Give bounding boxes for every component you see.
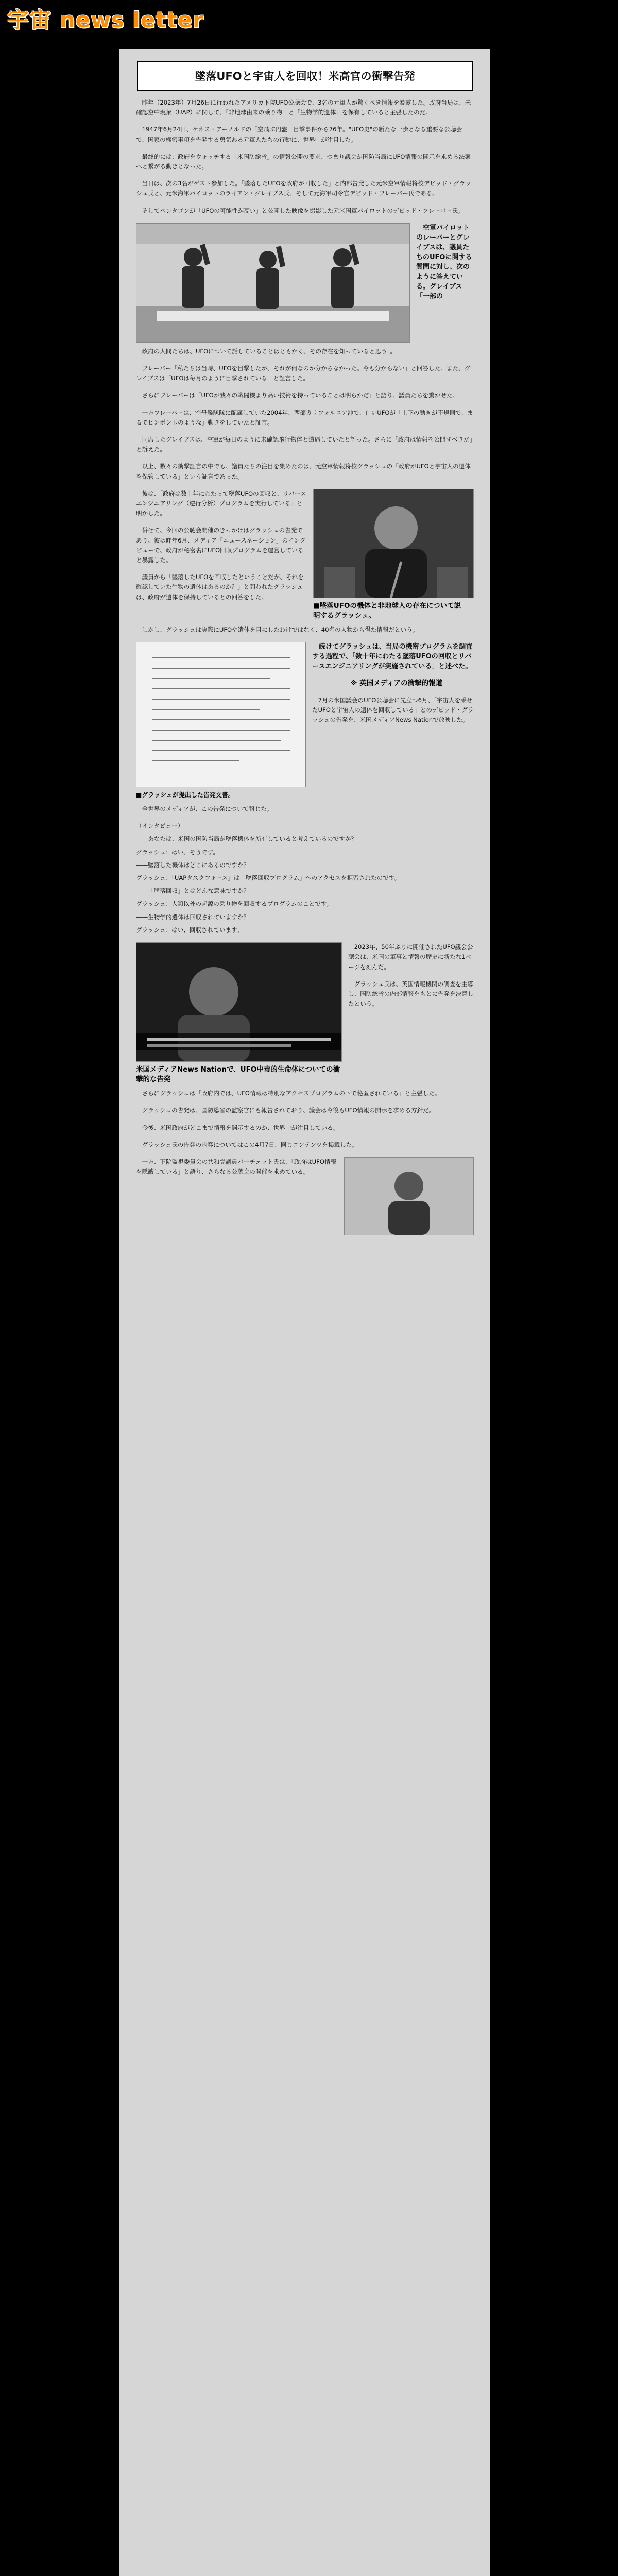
newsnation-figure	[136, 942, 342, 1084]
paragraph: 1947年6月24日、ケネス・アーノルドの「空飛ぶ円盤」目撃事件から76年。"UFO史"の新たな一歩となる重要な公聴会で、国家の機密事項を告発する勇気ある元軍人たちの行動に、世界中が注目した。	[136, 126, 462, 143]
paragraph: 最終的には、政府をウォッチする「米国防総省」の情報公開の要求、つまり議会が国防当局にUFO情報の開示を求める法案へと繋がる動きとなった。	[136, 152, 471, 171]
figure-caption: ■グラッシュが提出した告発文書。	[136, 791, 234, 799]
paragraph: 7月の米国議会のUFO公聴会に先立つ6月、「宇宙人を乗せたUFOと宇宙人の遺体を回収している」とのデビッド・グラッシュの告発を、米国メディアNews Nationで放映した。	[312, 697, 474, 724]
document-figure	[136, 642, 306, 800]
interview-line: ——生物学的遺体は回収されていますか？	[136, 913, 250, 921]
interview-line: ——墜落した機体はどこにあるのですか？	[136, 861, 250, 869]
witnesses-oath-image	[136, 224, 409, 342]
paragraph: 2023年、50年ぶりに開催されたUFO議会公聴会は、米国の軍事と情報の歴史に新たな1ページを刻んだ。	[348, 943, 473, 971]
paragraph: 議員から「墜落したUFOを回収したということだが、それを確認していた生物の遺体はあるのか？」と問われたグラッシュは、政府が遺体を保持しているとの回答をした。	[136, 573, 304, 601]
article-page	[119, 49, 490, 2576]
figure-caption: 米国メディアNews Nationで、UFO中毒的生命体についての衝撃的な告発	[136, 1065, 340, 1084]
interview-heading: （インタビュー）	[136, 822, 184, 830]
interview-line: ——「墜落回収」とはどんな意味ですか？	[136, 887, 250, 895]
paragraph: 今後、米国政府がどこまで情報を開示するのか、世界中が注目している。	[142, 1124, 339, 1131]
grusch-section	[136, 489, 474, 625]
paragraph: 同席したグレイブスは、空軍が毎日のように未確認飛行物体と遭遇していたと語った。さらに「政府は情報を公開すべきだ」と訴えた。	[136, 436, 473, 453]
paragraph: グラッシュ氏は、英国情報機関の調査を主導し、国防総省の内部情報をもとに告発を決意したという。	[348, 980, 474, 1008]
closing-photo	[344, 1157, 474, 1235]
article-body	[119, 98, 490, 1240]
paragraph: 政府の人間たちは、UFOについて話していることはともかく、その存在を知っていると思う」。	[142, 347, 396, 355]
interview-line: グラッシュ：はい、回収されています。	[136, 926, 243, 934]
interview-line: グラッシュ：はい、そうです。	[136, 848, 219, 856]
paragraph: グラッシュの告発は、国防総省の監察官にも報告されており、議会は今後もUFO情報の開示を求める方針だ。	[142, 1107, 435, 1114]
paragraph: 以上、数々の衝撃証言の中でも、議員たちの注目を集めたのは、元空軍情報将校グラッシュの「政府がUFOと宇宙人の遺体を保管している」という証言であった。	[136, 463, 471, 480]
paragraph: しかし、グラッシュは実際にUFOや遺体を目にしたわけではなく、40名の人物から得た情報だという。	[142, 625, 419, 633]
paragraph: 彼は、「政府は数十年にわたって墜落UFOの回収と、リバースエンジニアリング（逆行分析）プログラムを実行している」と明かした。	[136, 489, 306, 517]
paragraph: 一方、下院監視委員会の共和党議員バーチェット氏は、「政府はUFO情報を隠蔽している」と語り、さらなる公聴会の開催を求めている。	[136, 1158, 337, 1176]
masthead-title: 宇宙 news letter	[7, 7, 204, 32]
figure-caption: ■墜落UFOの機体と非地球人の存在について説明するグラッシュ。	[313, 601, 461, 620]
paragraph: 昨年（2023年）7月26日に行われたアメリカ下院UFO公聴会で、3名の元軍人が驚くべき情報を暴露した。政府当局は、未確認空中現象（UAP）に関して、「非地球由来の乗り物」と「生物学的遺体」を保有していると主張したのだ。	[136, 99, 471, 116]
paragraph: 当日は、次の3名がゲスト参加した。「墜落したUFOを政府が回収した」と内部告発した元米空軍情報将校デビッド・グラッシュ氏と、元米海軍パイロットのライアン・グレイブス氏、そして元海軍司令官デビッド・フレーバー氏である。	[136, 180, 471, 197]
side-note: 空軍パイロットのレーバーとグレイブスは、議員たちのUFOに関する質問に対し、次のように答えている。グレイブス「一部の	[416, 224, 472, 300]
paragraph: グラッシュ氏の告発の内容についてはこの4月7日、同じコンテンツを掲載した。	[142, 1141, 358, 1148]
paragraph: さらにグラッシュは「政府内では、UFO情報は特別なアクセスプログラムの下で秘匿されている」と主張した。	[142, 1090, 441, 1097]
grusch-figure	[313, 489, 474, 621]
paragraph: さらにフレーバーは「UFOが我々の戦闘機より高い技術を持っていることは明らかだ」と語り、議員たちを驚かせた。	[142, 392, 459, 399]
interview-line: グラッシュ：人類以外の起源の乗り物を回収するプログラムのことです。	[136, 900, 333, 908]
grusch-testimony-image	[314, 489, 473, 598]
paragraph: 全世界のメディアが、この告発について報じた。	[142, 805, 273, 813]
section-heading: ※ 英国メディアの衝撃的報道	[350, 679, 443, 688]
interview-line: ——あなたは、米国の国防当局が墜落機体を所有していると考えているのですか？	[136, 835, 357, 843]
document-section	[136, 642, 474, 804]
newsnation-section	[136, 942, 474, 1089]
hearing-photo	[136, 223, 410, 343]
congressman-image	[345, 1158, 473, 1235]
closing-section	[136, 1157, 474, 1240]
interview-line: グラッシュ：「UAPタスクフォース」は「墜落回収プログラム」へのアクセスを拒否されたのです。	[136, 874, 401, 882]
newsnation-broadcast-image	[136, 943, 341, 1061]
paragraph: 併せて、今回の公聴会開催のきっかけはグラッシュの告発であり、彼は昨年6月、メディア「ニュースネーション」のインタビューで、政府が秘密裏にUFO回収プログラムを運営していると暴露した。	[136, 527, 306, 564]
complaint-document-image	[136, 642, 305, 787]
masthead	[7, 3, 265, 32]
paragraph: フレーバー「私たちは当時、UFOを目撃したが、それが何なのか分からなかった。今も分からない」と回答した。また、グレイブスは「UFOは毎月のように目撃されている」と証言した。	[136, 365, 471, 382]
paragraph: そしてペンタゴンが「UFOの可能性が高い」と公開した映像を撮影した元米国軍パイロットのデビッド・フレーバー氏。	[142, 207, 464, 214]
side-note: 続けてグラッシュは、当局の機密プログラムを調査する過程で、「数十年にわたる墜落UFOの回収とリバースエンジニアリングが実施されている」と述べた。	[312, 643, 473, 671]
paragraph: 一方フレーバーは、空母艦隊隊に配属していた2004年、西部カリフォルニア沖で、白いUFOが「上下の動きが不規則で、まるでピンポン玉のような」動きをしていたと証言。	[136, 409, 473, 426]
interview-section	[136, 821, 474, 935]
hearing-section	[136, 223, 474, 347]
headline: 墜落UFOと宇宙人を回収！米高官の衝撃告発	[137, 61, 473, 91]
